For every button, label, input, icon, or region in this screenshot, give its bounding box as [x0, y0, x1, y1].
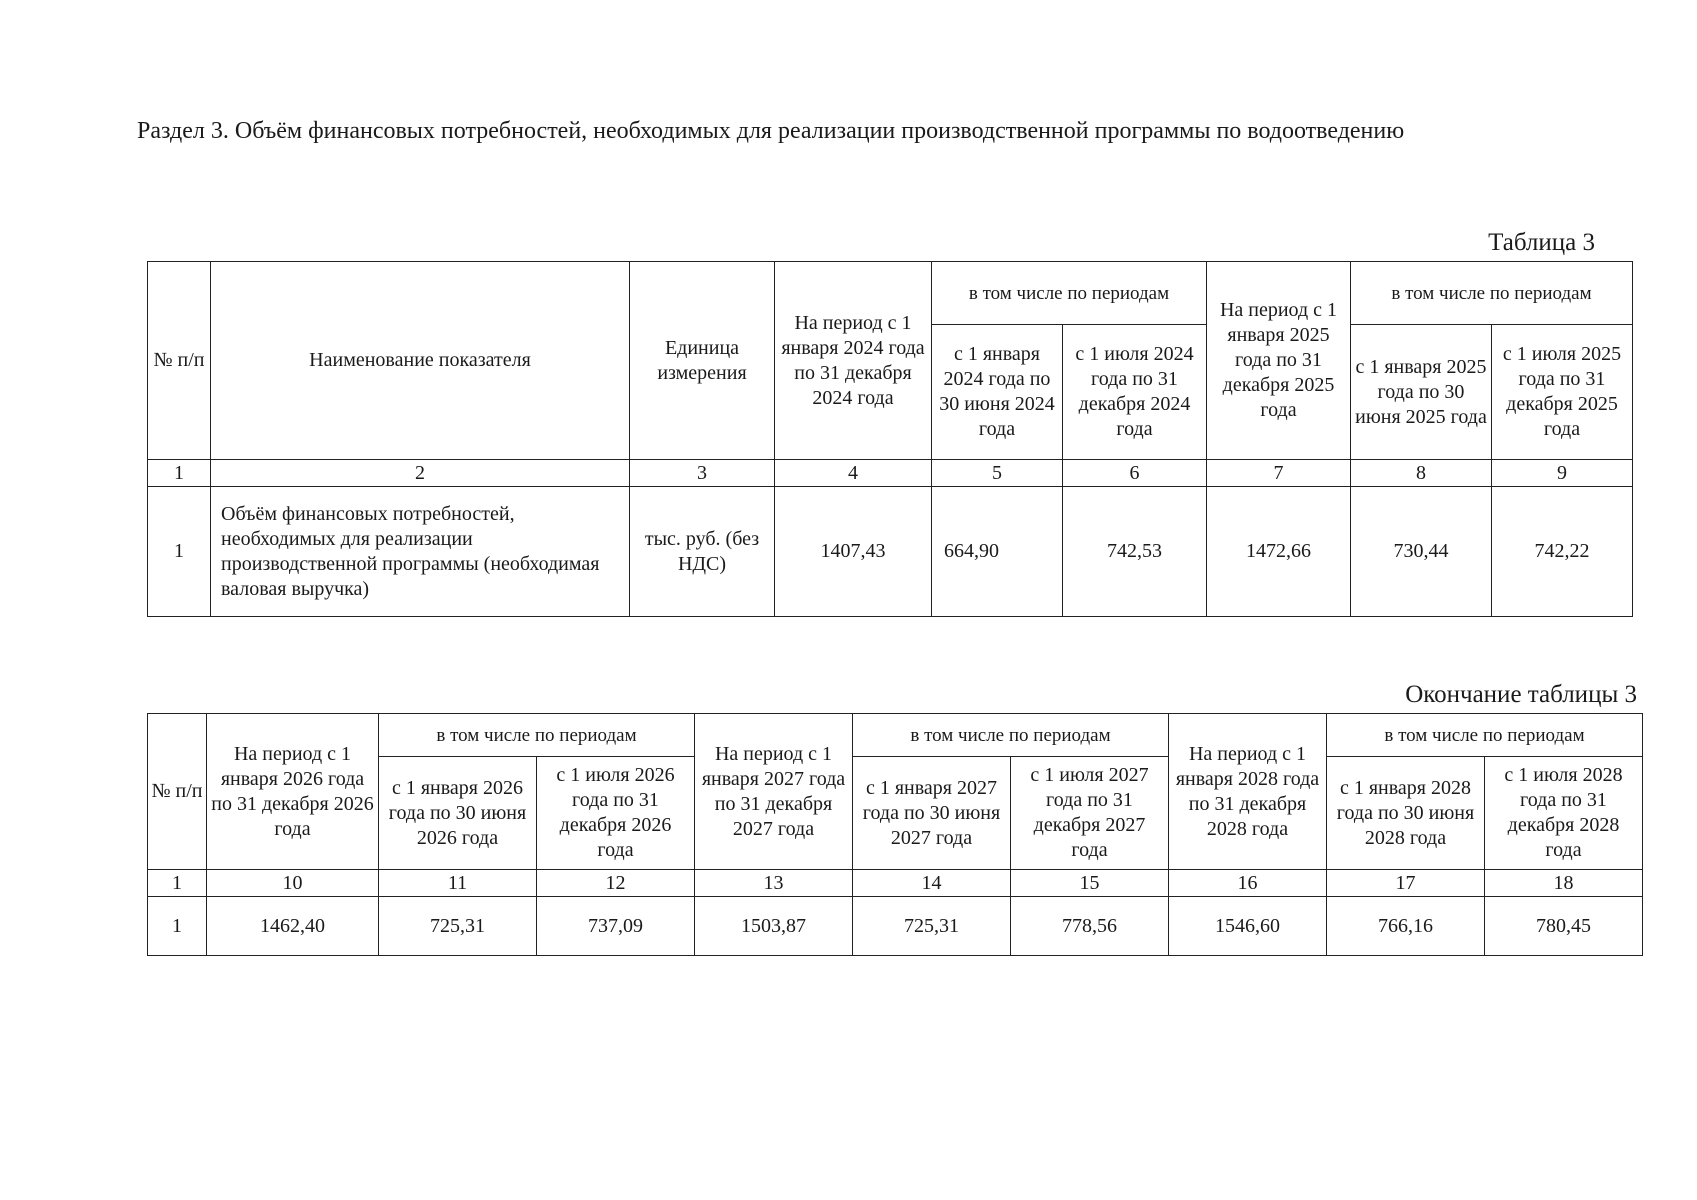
- column-index: 18: [1485, 870, 1643, 897]
- header-h2-2026: с 1 июля 2026 года по 31 декабря 2026 года: [537, 757, 695, 870]
- table-caption-continuation: Окончание таблицы 3: [1405, 681, 1637, 708]
- row-num: 1: [148, 897, 207, 956]
- column-index: 15: [1011, 870, 1169, 897]
- column-index-row: [148, 870, 1643, 897]
- header-h1-2025: с 1 января 2025 года по 30 июня 2025 года: [1351, 325, 1492, 460]
- column-index: 2: [211, 460, 630, 487]
- value-2028-h2: 780,45: [1485, 897, 1643, 956]
- header-unit: Единица измерения: [630, 262, 775, 460]
- header-subperiods-2026: в том числе по периодам: [379, 714, 695, 757]
- value-2024-total: 1407,43: [775, 487, 932, 617]
- header-h2-2024: с 1 июля 2024 года по 31 декабря 2024 года: [1063, 325, 1207, 460]
- column-index: 1: [148, 460, 211, 487]
- value-2024-h2: 742,53: [1063, 487, 1207, 617]
- value-2027-h1: 725,31: [853, 897, 1011, 956]
- header-h2-2027: с 1 июля 2027 года по 31 декабря 2027 года: [1011, 757, 1169, 870]
- value-2025-total: 1472,66: [1207, 487, 1351, 617]
- column-index: 12: [537, 870, 695, 897]
- column-index: 6: [1063, 460, 1207, 487]
- section-heading: Раздел 3. Объём финансовых потребностей, необходимых для реализации производственной программы по водоотведению: [137, 118, 1405, 144]
- header-period-2026: На период с 1 января 2026 года по 31 декабря 2026 года: [207, 714, 379, 870]
- header-name: Наименование показателя: [211, 262, 630, 460]
- header-period-2027: На период с 1 января 2027 года по 31 декабря 2027 года: [695, 714, 853, 870]
- column-index: 1: [148, 870, 207, 897]
- value-2024-h1: 664,90: [932, 487, 1063, 617]
- header-h1-2027: с 1 января 2027 года по 30 июня 2027 года: [853, 757, 1011, 870]
- header-h1-2024: с 1 января 2024 года по 30 июня 2024 года: [932, 325, 1063, 460]
- header-h1-2026: с 1 января 2026 года по 30 июня 2026 года: [379, 757, 537, 870]
- column-index: 5: [932, 460, 1063, 487]
- header-num: № п/п: [148, 714, 207, 870]
- column-index: 8: [1351, 460, 1492, 487]
- value-2027-total: 1503,87: [695, 897, 853, 956]
- value-2025-h1: 730,44: [1351, 487, 1492, 617]
- value-2028-h1: 766,16: [1327, 897, 1485, 956]
- value-2028-total: 1546,60: [1169, 897, 1327, 956]
- header-h2-2028: с 1 июля 2028 года по 31 декабря 2028 года: [1485, 757, 1643, 870]
- value-2026-h1: 725,31: [379, 897, 537, 956]
- financial-needs-table: [147, 261, 1633, 617]
- column-index: 3: [630, 460, 775, 487]
- value-2026-total: 1462,40: [207, 897, 379, 956]
- header-period-2024: На период с 1 января 2024 года по 31 декабря 2024 года: [775, 262, 932, 460]
- table-caption: Таблица 3: [1488, 229, 1595, 256]
- header-subperiods-2025: в том числе по периодам: [1351, 262, 1633, 325]
- column-index: 11: [379, 870, 537, 897]
- row-unit: тыс. руб. (без НДС): [630, 487, 775, 617]
- row-num: 1: [148, 487, 211, 617]
- value-2025-h2: 742,22: [1492, 487, 1633, 617]
- column-index: 14: [853, 870, 1011, 897]
- column-index: 7: [1207, 460, 1351, 487]
- value-2027-h2: 778,56: [1011, 897, 1169, 956]
- header-h2-2025: с 1 июля 2025 года по 31 декабря 2025 года: [1492, 325, 1633, 460]
- column-index: 13: [695, 870, 853, 897]
- header-period-2025: На период с 1 января 2025 года по 31 декабря 2025 года: [1207, 262, 1351, 460]
- financial-needs-table-continuation: [147, 713, 1643, 956]
- value-2026-h2: 737,09: [537, 897, 695, 956]
- row-name: Объём финансовых потребностей, необходимых для реализации производственной программы (необходимая валовая выручка): [211, 487, 630, 617]
- header-subperiods-2024: в том числе по периодам: [932, 262, 1207, 325]
- header-h1-2028: с 1 января 2028 года по 30 июня 2028 года: [1327, 757, 1485, 870]
- table-row: [148, 487, 1633, 617]
- column-index: 10: [207, 870, 379, 897]
- header-num: № п/п: [148, 262, 211, 460]
- column-index: 9: [1492, 460, 1633, 487]
- header-subperiods-2028: в том числе по периодам: [1327, 714, 1643, 757]
- table-row: [148, 897, 1643, 956]
- column-index-row: [148, 460, 1633, 487]
- column-index: 17: [1327, 870, 1485, 897]
- column-index: 16: [1169, 870, 1327, 897]
- header-period-2028: На период с 1 января 2028 года по 31 декабря 2028 года: [1169, 714, 1327, 870]
- column-index: 4: [775, 460, 932, 487]
- header-subperiods-2027: в том числе по периодам: [853, 714, 1169, 757]
